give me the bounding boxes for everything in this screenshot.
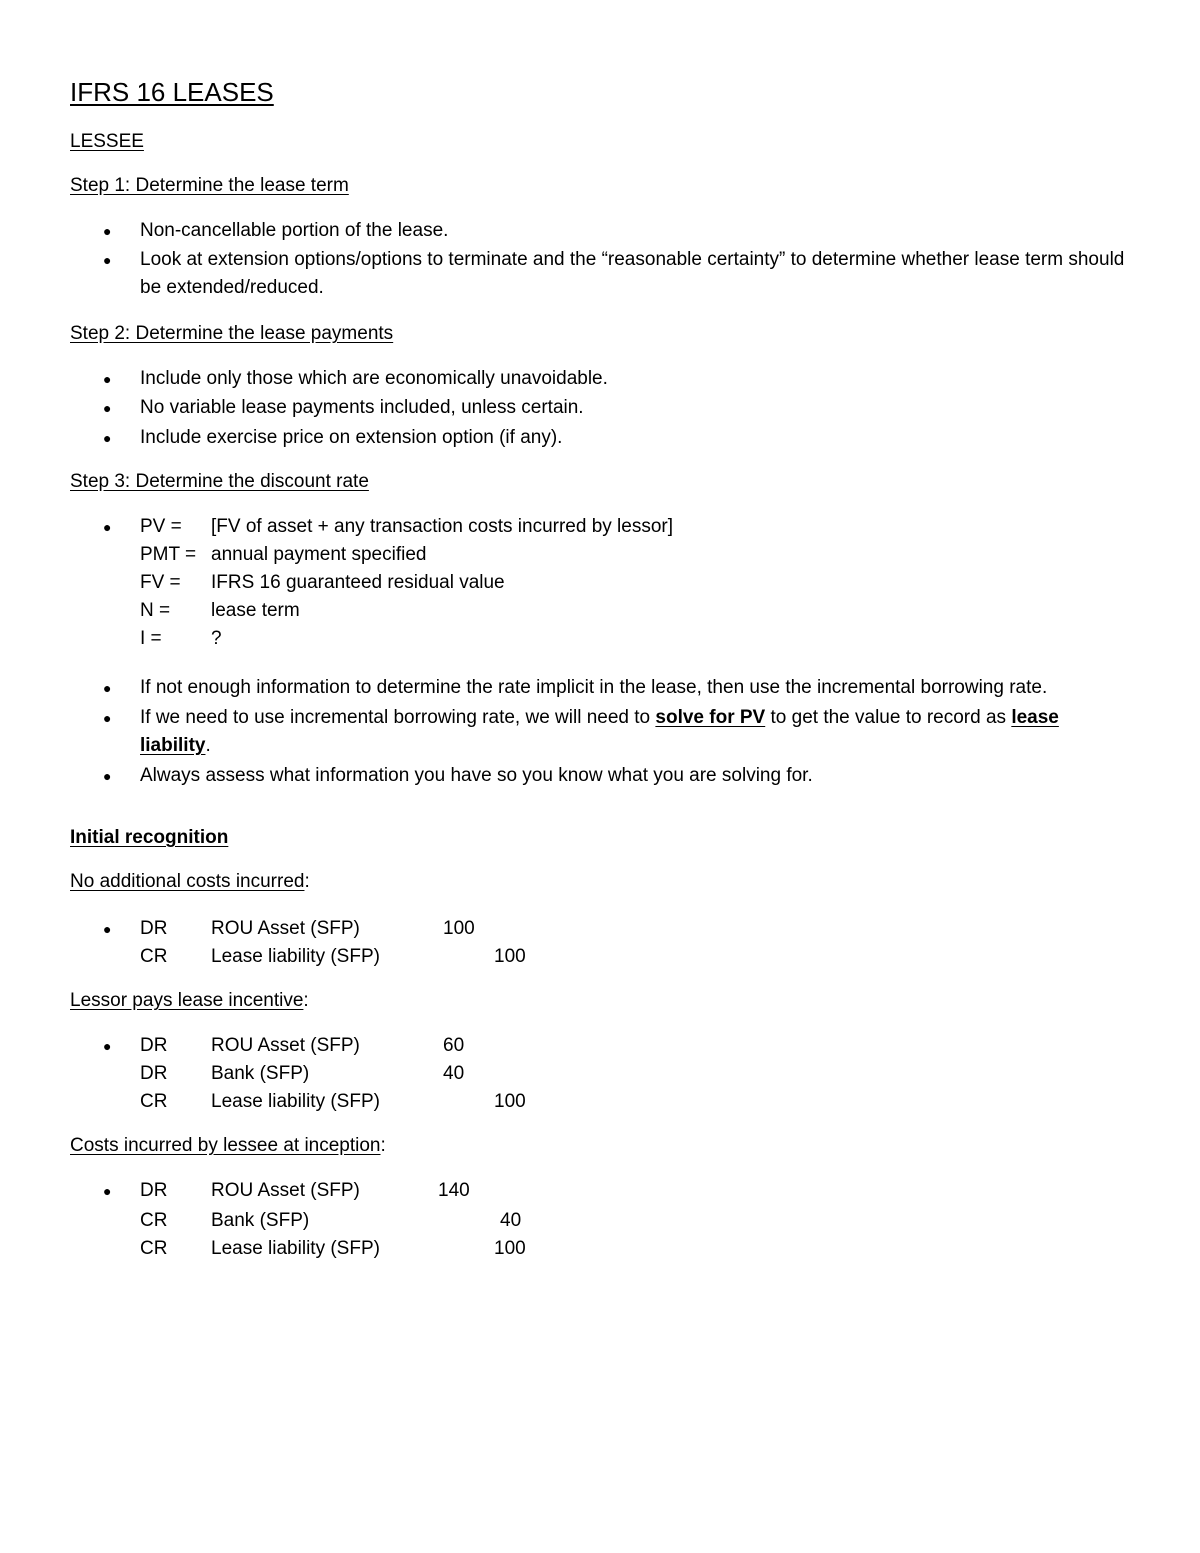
case3-heading-suffix: : [380,1135,386,1156]
case1-heading-suffix: : [304,871,310,892]
case2-entry1-side: DR [140,1035,168,1056]
case2-entry3-account: Lease liability (SFP) [211,1091,380,1112]
bullet-icon: ● [103,223,112,239]
step2-bullet-3: Include exercise price on extension option (if any). [140,427,563,448]
var-value-fv: IFRS 16 guaranteed residual value [211,572,505,593]
case2-entry2-amount: 40 [443,1063,465,1084]
case1-entry1-side: DR [140,918,168,939]
step1-bullet-1: Non-cancellable portion of the lease. [140,220,449,241]
var-label-pmt: PMT = [140,544,197,565]
var-value-i: ? [211,628,222,649]
var-label-i: I = [140,628,162,649]
case2-entry2-side: DR [140,1063,168,1084]
var-label-n: N = [140,600,171,621]
step3-heading: Step 3: Determine the discount rate [70,471,369,492]
solve-for-pv-emphasis: solve for PV [655,707,766,728]
var-value-pv: [FV of asset + any transaction costs incurred by lessor] [211,516,674,537]
bullet-icon: ● [103,1038,112,1054]
case3-entry3-account: Lease liability (SFP) [211,1238,380,1259]
case1-entry1-account: ROU Asset (SFP) [211,918,360,939]
case2-heading-suffix: : [303,990,309,1011]
case1-entry1-amount: 100 [443,918,475,939]
case2-entry3-side: CR [140,1091,168,1112]
section-heading-lessee: LESSEE [70,131,144,152]
case1-entry2-account: Lease liability (SFP) [211,946,380,967]
var-value-n: lease term [211,600,300,621]
step1-bullet-2: Look at extension options/options to terminate and the “reasonable certainty” to determine whether lease term should be extended/reduced. [140,249,1125,298]
page-title: IFRS 16 LEASES [70,77,274,107]
bullet-icon: ● [103,252,112,268]
case3-heading-text: Costs incurred by lessee at inception [70,1135,381,1156]
case3-entry3-amount: 100 [494,1238,526,1259]
bullet-icon: ● [103,371,112,387]
var-label-pv: PV = [140,516,182,537]
case2-entry2-account: Bank (SFP) [211,1063,310,1084]
bullet-icon: ● [103,680,112,696]
case2-entry3-amount: 100 [494,1091,526,1112]
case1-entry2-side: CR [140,946,168,967]
case3-entry2-account: Bank (SFP) [211,1210,310,1231]
var-label-fv: FV = [140,572,181,593]
case1-heading [70,868,310,896]
step2-heading: Step 2: Determine the lease payments [70,323,394,344]
case3-entry2-side: CR [140,1210,168,1231]
case1-heading-text: No additional costs incurred [70,871,305,892]
case2-heading [70,987,309,1015]
bullet-icon: ● [103,400,112,416]
case2-entry1-account: ROU Asset (SFP) [211,1035,360,1056]
bullet-icon: ● [103,768,112,784]
bullet-icon: ● [103,710,112,726]
bullet-icon: ● [103,430,112,446]
bullet-icon: ● [103,921,112,937]
case2-heading-text: Lessor pays lease incentive [70,990,304,1011]
case3-entry3-side: CR [140,1238,168,1259]
case3-heading [70,1132,386,1160]
step3-bullet-1: If not enough information to determine the rate implicit in the lease, then use the incremental borrowing rate. [140,677,1048,698]
case3-entry1-amount: 140 [438,1180,470,1201]
case2-entry1-amount: 60 [443,1035,465,1056]
initial-recognition-heading: Initial recognition [70,827,229,848]
case1-entry2-amount: 100 [494,946,526,967]
case3-entry1-side: DR [140,1180,168,1201]
step3-bullet-3: Always assess what information you have so you know what you are solving for. [140,765,813,786]
step1-heading: Step 1: Determine the lease term [70,175,349,196]
step2-bullet-2: No variable lease payments included, unless certain. [140,397,584,418]
bullet-icon: ● [103,519,112,535]
step3-bullet-2-post: . [205,735,211,756]
var-value-pmt: annual payment specified [211,544,427,565]
step3-bullet-2 [140,704,1130,760]
case3-entry1-account: ROU Asset (SFP) [211,1180,360,1201]
bullet-icon: ● [103,1183,112,1199]
step3-bullet-2-pre: If we need to use incremental borrowing rate, we will need to [140,707,656,728]
step2-bullet-1: Include only those which are economically unavoidable. [140,368,608,389]
step3-bullet-2-mid: to get the value to record as [765,707,1012,728]
lease-liability-emphasis: lease liability [140,707,1059,756]
case3-entry2-amount: 40 [500,1210,522,1231]
